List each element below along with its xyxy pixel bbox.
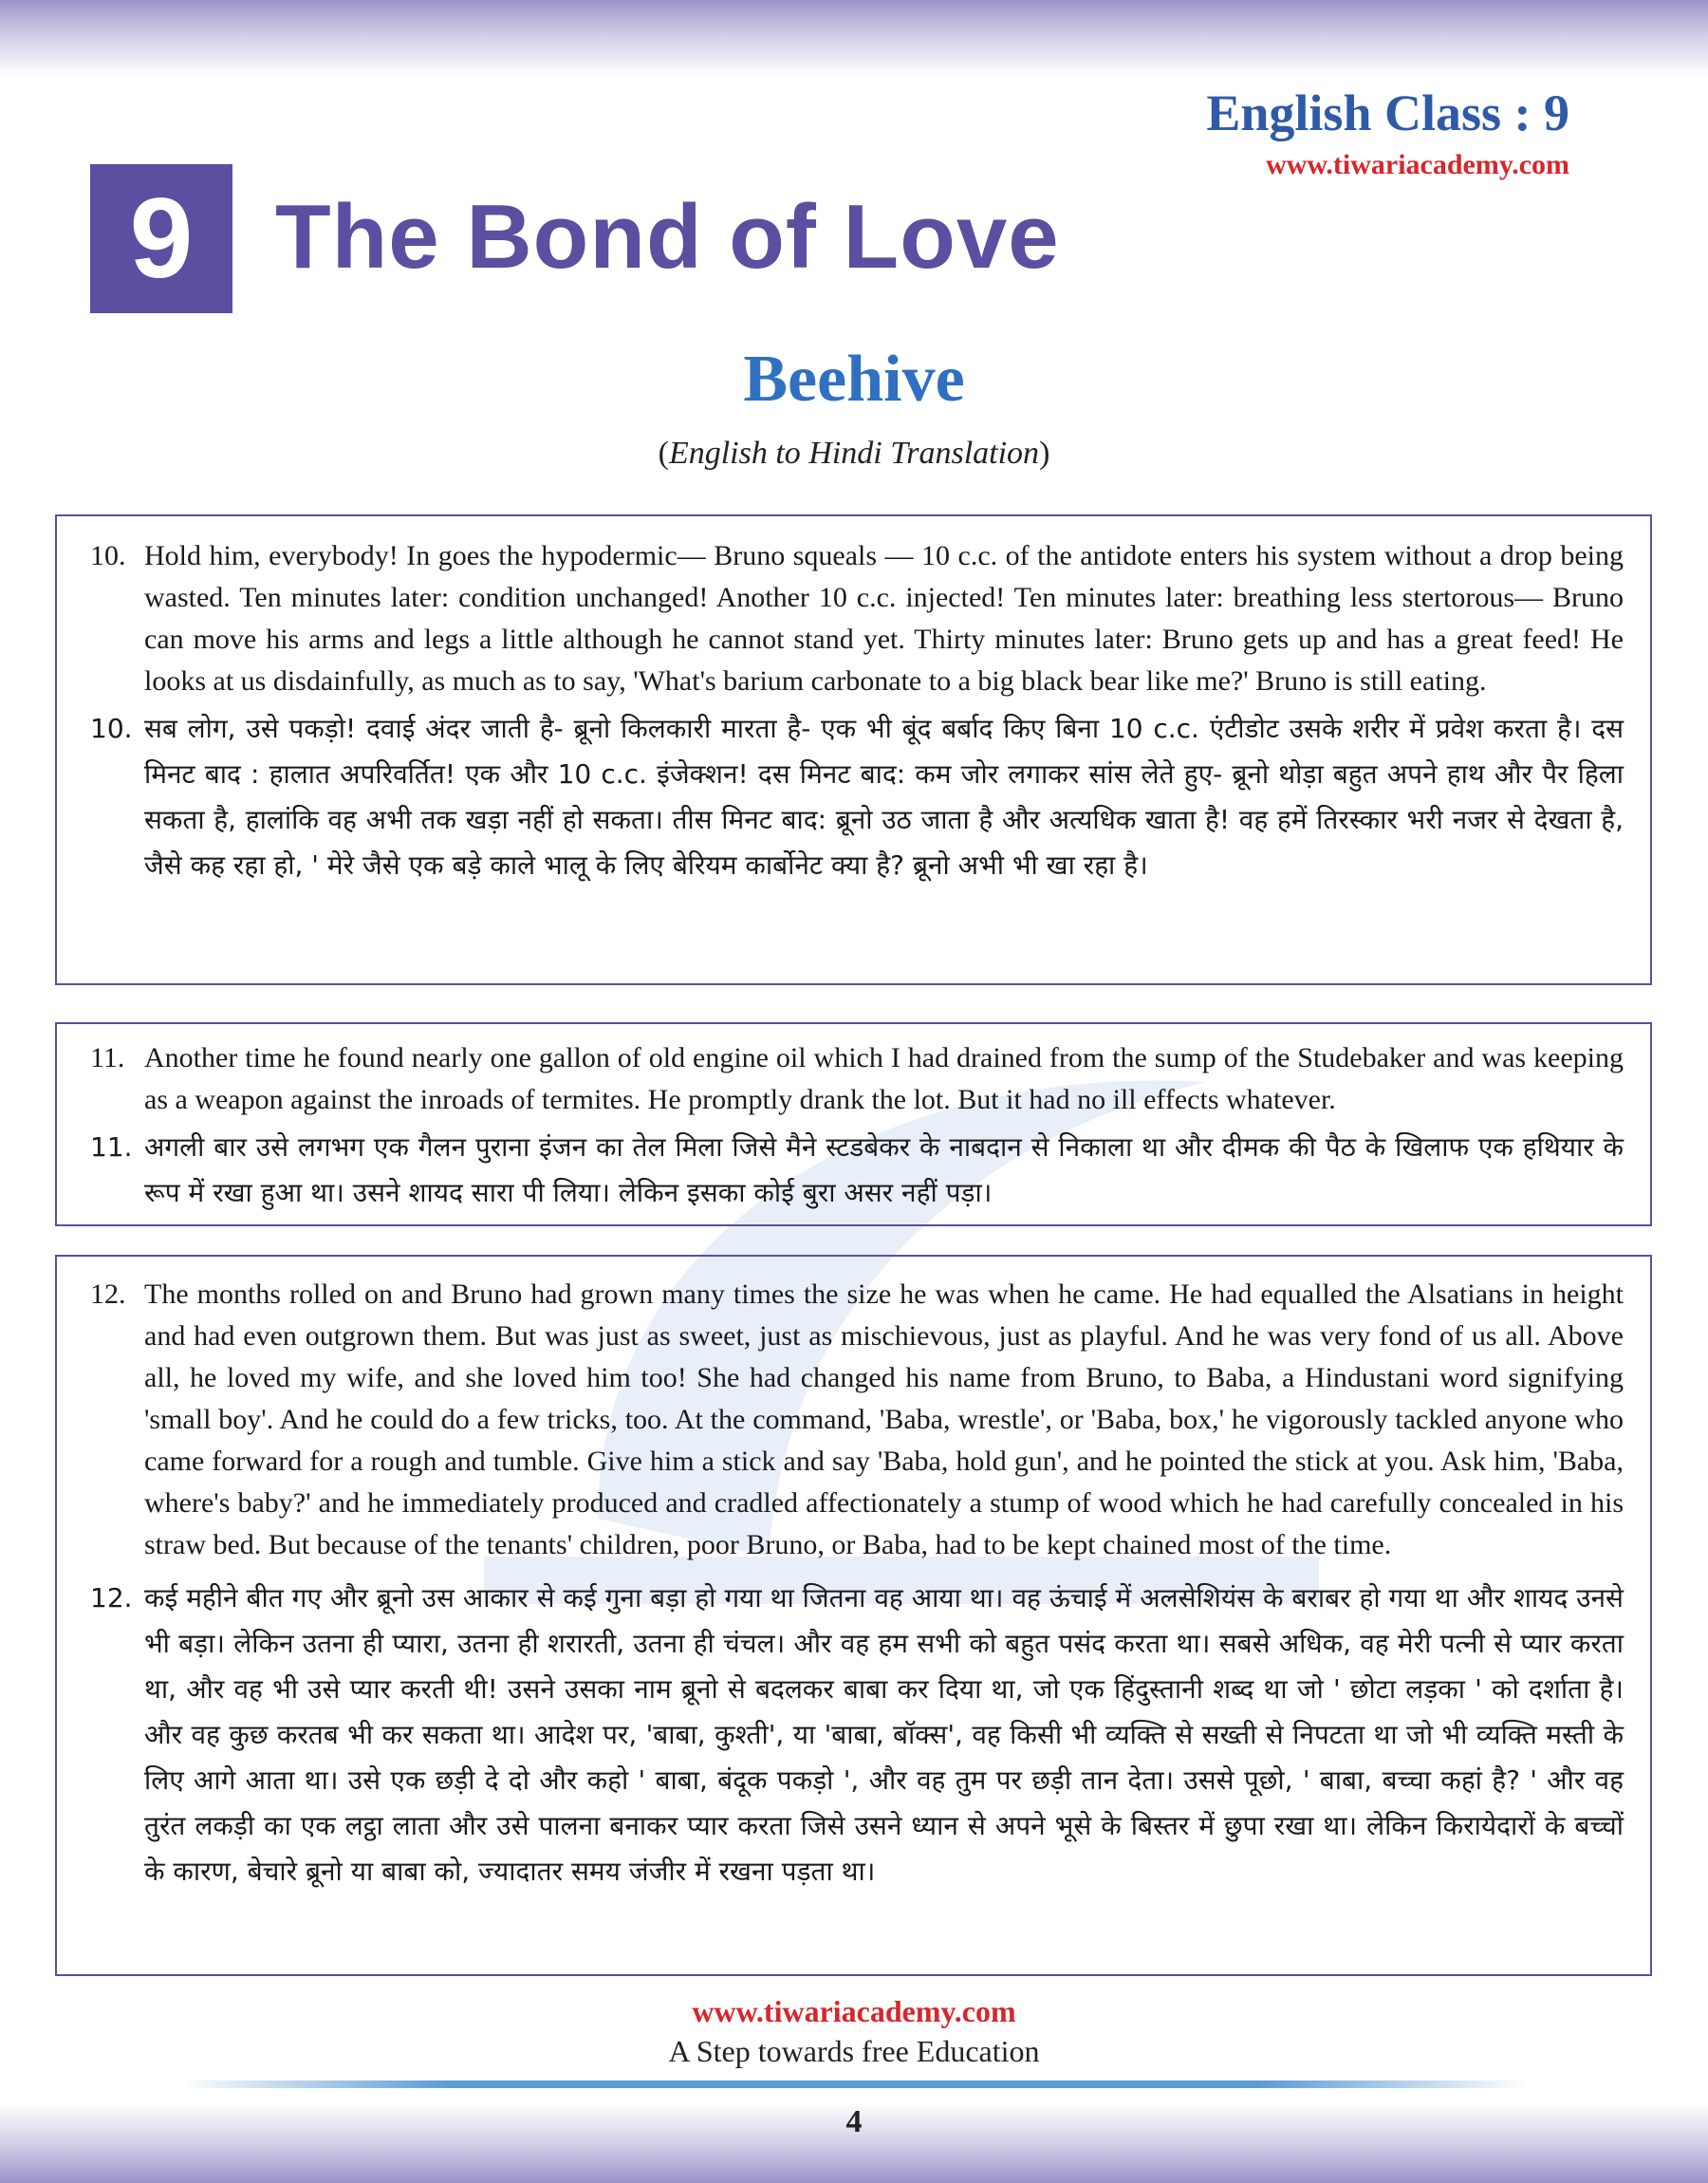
paragraph-number: 11. bbox=[90, 1131, 133, 1163]
class-title: English Class : 9 bbox=[1206, 84, 1569, 141]
translation-panel-10 bbox=[55, 514, 1652, 985]
subtitle-text: English to Hindi Translation bbox=[668, 436, 1040, 471]
hindi-text: अगली बार उसे लगभग एक गैलन पुराना इंजन का तेल मिला जिसे मैने स्टडबेकर के नाबदान से निकाला था और दीमक की पैठ के खिलाफ एक हथियार के रूप में रखा हुआ था। उसने शायद सारा पी लिया। लेकिन इसका कोई बुरा असर नहीं पड़ा। bbox=[144, 1131, 1624, 1208]
footer-divider bbox=[180, 2080, 1528, 2088]
hindi-paragraph bbox=[57, 1576, 1624, 1894]
page-number: 4 bbox=[845, 2104, 863, 2139]
hindi-text: कई महीने बीत गए और ब्रूनो उस आकार से कई गुना बड़ा हो गया था जितना वह आया था। वह ऊंचाई में अलसेशियंस के बराबर हो गया था और शायद उनसे भी बड़ा। लेकिन उतना ही प्यारा, उतना ही शरारती, उतना ही चंचल। और वह हम सभी को बहुत पसंद करता था। सबसे अधिक, वह मेरी पत्नी से प्यार करता था, और वह भी उसे प्यार करती थी! उसने उसका नाम ब्रूनो से बदलकर बाबा कर दिया था, जो एक हिंदुस्तानी शब्द था जो ' छोटा लड़का ' को दर्शाता है। और वह कुछ करतब भी कर सकता था। आदेश पर, 'बाबा, कुश्ती', या 'बाबा, बॉक्स', वह किसी भी व्यक्ति से सख्ती से निपटता था जो भी व्यक्ति मस्ती के लिए आगे आता था। उसे एक छड़ी दे दो और कहो ' बाबा, बंदूक पकड़ो ', और वह तुम पर छड़ी तान देता। उससे पूछो, ' बाबा, बच्चा कहां है? ' और वह तुरंत लकड़ी का एक लट्ठा लाता और उसे पालना बनाकर प्यार करता जिसे उसने ध्यान से अपने भूसे के बिस्तर में छुपा रखा था। लेकिन किरायेदारों के बच्चों के कारण, बेचारे ब्रूनो या बाबा को, ज्यादातर समय जंजीर में रखना पड़ता था। bbox=[144, 1582, 1624, 1887]
english-paragraph bbox=[57, 1037, 1624, 1121]
english-text: Another time he found nearly one gallon of old engine oil which I had drained from the sump of the Studebaker and was keeping as a weapon against the inroads of termites. He promptly drank the lot. But it had no ill effects whatever. bbox=[144, 1042, 1624, 1115]
translation-panel-11 bbox=[55, 1022, 1652, 1226]
header-brand bbox=[1206, 84, 1569, 184]
chapter-title: The Bond of Love bbox=[275, 186, 1060, 288]
page-subtitle: (English to Hindi Translation) bbox=[658, 436, 1050, 471]
paragraph-number: 10. bbox=[90, 713, 133, 744]
top-decorative-band bbox=[0, 0, 1708, 76]
footer-website-link[interactable]: www.tiwariacademy.com bbox=[692, 1994, 1016, 2028]
paragraph-number: 11. bbox=[90, 1042, 125, 1073]
translation-panel-12 bbox=[55, 1255, 1652, 1976]
english-text: Hold him, everybody! In goes the hypodermic— Bruno squeals — 10 c.c. of the antidote enters his system without a drop being wasted. Ten minutes later: condition unchanged! Another 10 c.c. injected! Ten minutes later: breathing less stertorous— Bruno can move his arms and legs a little although he cannot stand yet. Thirty minutes later: Bruno gets up and has a great feed! He looks at us disdainfully, as much as to say, 'What's barium carbonate to a big black bear like me?' Bruno is still eating. bbox=[144, 540, 1624, 697]
chapter-number-badge: 9 bbox=[90, 164, 232, 313]
english-paragraph bbox=[57, 1274, 1624, 1566]
paragraph-number: 12. bbox=[90, 1278, 126, 1310]
hindi-paragraph bbox=[57, 1125, 1624, 1216]
paragraph-number: 10. bbox=[90, 540, 126, 571]
header-website-link[interactable]: www.tiwariacademy.com bbox=[1266, 149, 1569, 180]
footer-tagline: A Step towards free Education bbox=[668, 2034, 1040, 2068]
book-name: Beehive bbox=[743, 343, 965, 416]
hindi-paragraph bbox=[57, 706, 1624, 888]
hindi-text: सब लोग, उसे पकड़ो! दवाई अंदर जाती है- ब्रूनो किलकारी मारता है- एक भी बूंद बर्बाद किए बिना 10 c.c. एंटीडोट उसके शरीर में प्रवेश करता है। दस मिनट बाद : हालात अपरिवर्तित! एक और 10 c.c. इंजेक्शन! दस मिनट बाद: कम जोर लगाकर सांस लेते हुए- ब्रूनो थोड़ा बहुत अपने हाथ और पैर हिला सकता है, हालांकि वह अभी तक खड़ा नहीं हो सकता। तीस मिनट बाद: ब्रूनो उठ जाता है और अत्यधिक खाता है! वह हमें तिरस्कार भरी नजर से देखता है, जैसे कह रहा हो, ' मेरे जैसे एक बड़े काले भालू के लिए बेरियम कार्बोनेट क्या है? ब्रूनो अभी भी खा रहा है। bbox=[144, 713, 1624, 881]
paragraph-number: 12. bbox=[90, 1582, 133, 1614]
english-text: The months rolled on and Bruno had grown many times the size he was when he came. He had equalled the Alsatians in height and had even outgrown them. But was just as sweet, just as mischievous, just as playful. And he was very fond of us all. Above all, he loved my wife, and she loved him too! She had changed his name from Bruno, to Baba, a Hindustani word signifying 'small boy'. And he could do a few tricks, too. At the command, 'Baba, wrestle', or 'Baba, box,' he vigorously tackled anyone who came forward for a rough and tumble. Give him a stick and say 'Baba, hold gun', and he pointed the stick at you. Ask him, 'Baba, where's baby?' and he immediately produced and cradled affectionately a stump of wood which he had carefully concealed in his straw bed. But because of the tenants' children, poor Bruno, or Baba, had to be kept chained most of the time. bbox=[144, 1278, 1624, 1560]
english-paragraph bbox=[57, 535, 1624, 702]
